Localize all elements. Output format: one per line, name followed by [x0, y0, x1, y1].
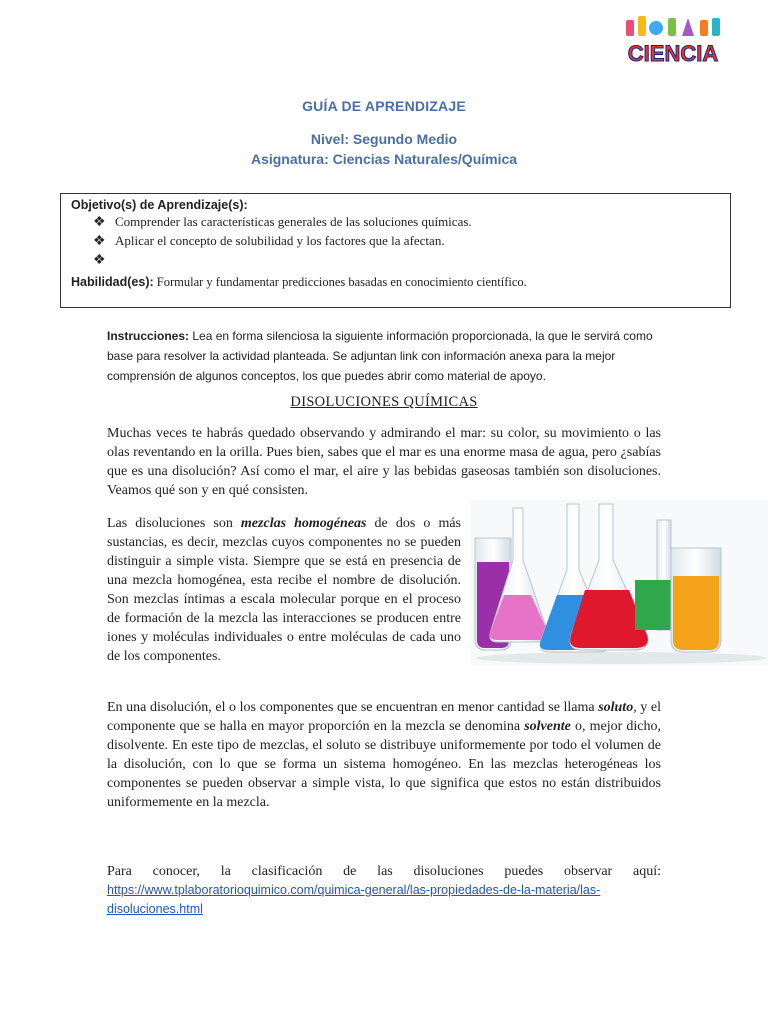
objectives-box — [60, 193, 731, 308]
instructions — [107, 326, 667, 386]
p3-text-c: o, mejor dicho, disolvente. En este tipo de mezclas, el soluto se distribuye uniformemente por todo el volumen de la disolución, con lo que se forma un sistema homogéneo. En las mezclas heterogéneas los componentes se pueden observar a simple vista, lo que significa que estos no están distribuidos uniformemente en la mezcla. — [107, 719, 662, 810]
objective-item — [93, 214, 720, 233]
paragraph-classification — [107, 862, 661, 919]
objective-text: Comprender las características generales de las soluciones químicas. — [115, 214, 472, 229]
paragraph-definition — [107, 514, 461, 666]
p3-text-b: , y el componente que se halla en mayor proporción en la mezcla se denomina — [107, 700, 661, 734]
objectives-heading: Objetivo(s) de Aprendizaje(s): — [71, 198, 248, 212]
ciencia-logo — [616, 14, 730, 70]
skill-text: Formular y fundamentar predicciones basadas en conocimiento científico. — [156, 275, 527, 289]
subject-label: Asignatura: Ciencias Naturales/Química — [250, 151, 518, 167]
paragraph-intro: Muchas veces te habrás quedado observando y admirando el mar: su color, su movimiento o las olas reventando en la orilla. Pues bien, sabes que el mar es una enorme masa de agua, pero ¿sabías que es una disolución? Así como el mar, el aire y las bebidas gaseosas también son disoluciones. Veamos qué son y en qué consisten. — [107, 426, 661, 498]
diamond-bullet-icon: ❖ — [93, 215, 106, 230]
skill-line — [71, 275, 720, 290]
p2-emphasis: mezclas homogéneas — [240, 516, 367, 531]
diamond-bullet-icon: ❖ — [93, 253, 106, 268]
p2-text-a: Las disoluciones son — [107, 516, 241, 531]
objective-item — [93, 233, 720, 252]
skill-label: Habilidad(es): — [71, 275, 154, 289]
diamond-bullet-icon: ❖ — [93, 234, 106, 249]
instructions-label: Instrucciones: — [107, 329, 190, 343]
p3-emphasis-solvent: solvente — [524, 719, 571, 734]
level-label: Nivel: Segundo Medio — [310, 131, 458, 147]
instructions-text: Lea en forma silenciosa la siguiente información proporcionada, la que le servirá como base para resolver la actividad planteada. Se adjuntan link con información anexa para la mejor comprensión de algunos conceptos, los que puedes abrir como material de apoyo. — [107, 329, 653, 383]
p4-text: Para conocer, la clasificación de las disoluciones puedes observar aquí: — [107, 864, 661, 879]
section-title: DISOLUCIONES QUÍMICAS — [290, 394, 478, 410]
p3-text-a: En una disolución, el o los componentes que se encuentran en menor cantidad se llama — [107, 700, 599, 715]
reference-link[interactable]: https://www.tplaboratorioquimico.com/quimica-general/las-propiedades-de-la-materia/las-disoluciones.html — [107, 883, 601, 916]
logo-text: CIENCIA — [627, 41, 719, 66]
objective-item — [93, 252, 720, 271]
paragraph-solute-solvent — [107, 698, 661, 812]
guide-title: GUÍA DE APRENDIZAJE — [302, 98, 466, 114]
lab-flasks-image — [471, 500, 768, 665]
p2-text-b: de dos o más sustancias, es decir, mezclas cuyos componentes no se pueden distinguir a simple vista. Siempre que se está en presencia de una mezcla homogénea, esta recibe el nombre de disolución. Son mezclas íntimas a escala molecular porque en el proceso de formación de la mezcla las interacciones se producen entre iones y moléculas individuales o entre moléculas de cada uno de los componentes. — [107, 516, 462, 664]
p3-emphasis-solute: soluto — [598, 700, 634, 715]
objective-text: Aplicar el concepto de solubilidad y los factores que la afectan. — [115, 233, 445, 248]
